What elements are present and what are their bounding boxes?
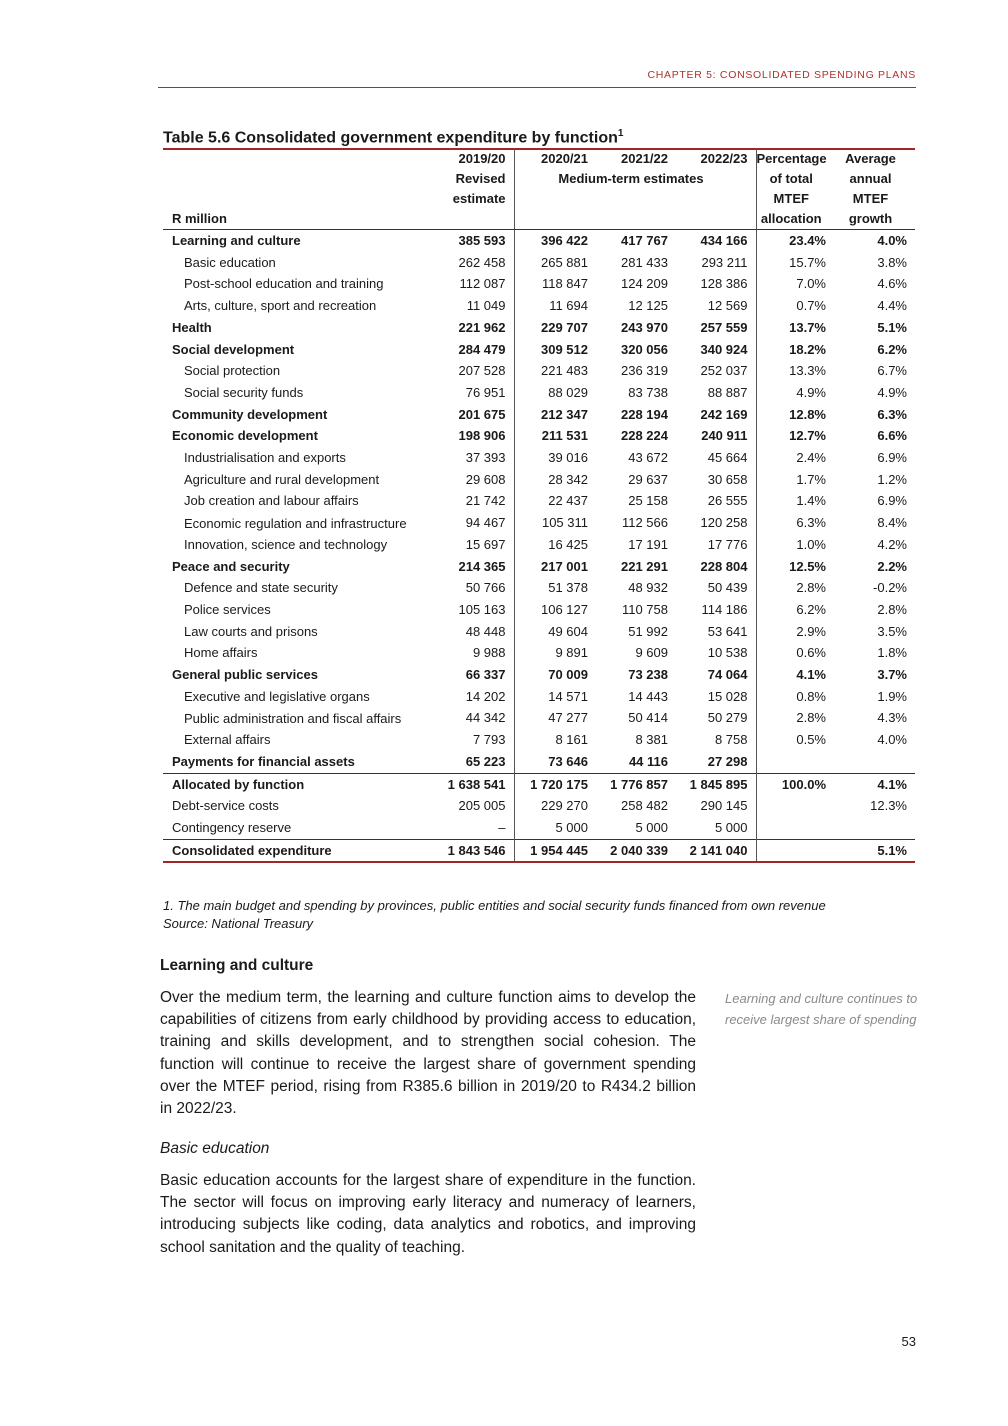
table-row	[163, 599, 915, 621]
section-title: Learning and culture	[160, 957, 314, 974]
value-2022-23: 8 758	[714, 732, 748, 748]
value-avg-growth: 4.0%	[877, 233, 907, 248]
header-mtef-2: MTEF	[852, 191, 889, 206]
table-row	[163, 252, 915, 274]
table-row	[163, 642, 915, 664]
value-2021-22: 17 191	[628, 536, 668, 552]
header-2021-22: 2021/22	[621, 151, 668, 166]
value-2020-21: 11 694	[514, 295, 596, 317]
value-pct-total: 12.8%	[756, 404, 834, 426]
value-2021-22: 228 194	[621, 406, 668, 422]
value-avg-growth: 3.8%	[877, 254, 907, 270]
value-2021-22: 112 566	[621, 515, 668, 531]
value-pct-total: 2.8%	[756, 577, 834, 599]
value-2020-21: 16 425	[514, 534, 596, 556]
value-avg-growth: 1.8%	[877, 645, 907, 661]
value-2019-20: 50 766	[465, 580, 506, 596]
value-avg-growth: 2.8%	[877, 601, 907, 617]
table-row	[163, 273, 915, 295]
value-2021-22: 25 158	[628, 493, 668, 509]
table-row	[163, 556, 915, 578]
value-avg-growth: 6.9%	[877, 450, 907, 466]
value-pct-total	[756, 839, 834, 862]
row-label: Police services	[184, 601, 271, 617]
row-label: Peace and security	[172, 558, 290, 574]
value-2020-21: 39 016	[514, 447, 596, 469]
value-2022-23: 340 924	[700, 341, 748, 357]
value-2021-22: 73 238	[628, 667, 668, 683]
value-2022-23: 120 258	[700, 515, 748, 531]
header-growth: growth	[834, 209, 915, 230]
value-2022-23: 45 664	[707, 450, 748, 466]
value-2021-22: 9 609	[635, 645, 668, 661]
table-footnotes	[163, 897, 826, 933]
value-2020-21: 105 311	[514, 512, 596, 534]
value-2022-23: 12 569	[707, 298, 748, 314]
value-2022-23: 30 658	[707, 471, 748, 487]
value-avg-growth: 4.4%	[877, 298, 907, 314]
value-2022-23: 15 028	[707, 688, 748, 704]
value-avg-growth: 6.6%	[877, 428, 907, 444]
header-2019-20: 2019/20	[458, 151, 506, 166]
table-row	[163, 295, 915, 317]
row-label: Public administration and fiscal affairs	[184, 711, 402, 727]
table-row	[163, 534, 915, 556]
table-source: Source: National Treasury	[163, 916, 314, 931]
value-avg-growth: 1.2%	[877, 471, 907, 487]
value-pct-total: 4.9%	[756, 382, 834, 404]
row-label: Economic regulation and infrastructure	[184, 516, 407, 532]
value-2019-20: 262 458	[458, 254, 506, 270]
table-row	[163, 664, 915, 686]
table-row	[163, 577, 915, 599]
row-label: Job creation and labour affairs	[184, 493, 359, 509]
value-2019-20: 385 593	[458, 233, 506, 248]
value-2019-20: 1 843 546	[431, 839, 514, 862]
table-row	[163, 621, 915, 643]
value-avg-growth: -0.2%	[873, 580, 907, 596]
value-2020-21: 9 891	[514, 642, 596, 664]
value-avg-growth	[834, 751, 915, 773]
value-2022-23: 434 166	[700, 233, 748, 248]
value-2020-21: 47 277	[514, 707, 596, 729]
value-pct-total: 2.8%	[756, 707, 834, 729]
value-avg-growth: 4.0%	[877, 732, 907, 748]
value-avg-growth: 3.7%	[877, 667, 907, 683]
table-row	[163, 512, 915, 534]
value-2022-23: 27 298	[707, 753, 748, 769]
value-avg-growth: 2.2%	[877, 558, 907, 574]
value-2022-23: 26 555	[707, 493, 748, 509]
header-2022-23: 2022/23	[700, 151, 748, 166]
value-2021-22: 417 767	[621, 233, 668, 248]
value-2019-20: 7 793	[472, 732, 506, 748]
header-mtef: MTEF	[756, 189, 834, 209]
value-2021-22: 320 056	[621, 341, 668, 357]
value-2019-20: 105 163	[458, 601, 506, 617]
value-2021-22: 281 433	[621, 254, 668, 270]
row-label: Economic development	[172, 428, 318, 444]
table-row	[163, 839, 915, 862]
value-2019-20: 214 365	[458, 558, 506, 574]
row-label: Law courts and prisons	[184, 623, 318, 639]
value-2021-22: 221 291	[621, 558, 668, 574]
value-avg-growth: 6.3%	[877, 406, 907, 422]
value-2022-23: 50 439	[707, 580, 748, 596]
value-2021-22: 228 224	[621, 428, 668, 444]
value-pct-total: 13.3%	[756, 360, 834, 382]
value-2020-21: 70 009	[514, 664, 596, 686]
row-label: Community development	[172, 406, 328, 422]
table-title-footnote-mark: 1	[617, 128, 624, 139]
table-row	[163, 795, 915, 817]
value-pct-total: 1.0%	[756, 534, 834, 556]
value-pct-total: 2.9%	[756, 621, 834, 643]
value-2022-23: 17 776	[707, 536, 748, 552]
row-label: Learning and culture	[172, 233, 301, 248]
value-2021-22: 29 637	[628, 471, 668, 487]
page-number: 53	[901, 1334, 916, 1349]
value-2021-22: 14 443	[628, 688, 668, 704]
table-row	[163, 447, 915, 469]
value-2022-23: 293 211	[701, 254, 748, 270]
value-avg-growth: 12.3%	[870, 798, 907, 814]
table-row	[163, 707, 915, 729]
value-avg-growth: 6.9%	[877, 493, 907, 509]
value-2019-20: 14 202	[465, 688, 506, 704]
value-2020-21: 22 437	[514, 490, 596, 512]
value-avg-growth: 4.2%	[877, 536, 907, 552]
value-pct-total: 4.1%	[756, 664, 834, 686]
subsection-paragraph: Basic education accounts for the largest share of expenditure in the function. The sector will focus on improving early literacy and numeracy of learners, introducing subjects like coding, data analytics and robotics, and improving school sanitation and the quality of teaching.	[160, 1172, 696, 1256]
value-2019-20: 15 697	[465, 536, 506, 552]
table-row	[163, 404, 915, 426]
header-of-total: of total	[756, 169, 834, 189]
value-pct-total: 1.7%	[756, 469, 834, 491]
value-2021-22: 48 932	[628, 580, 668, 596]
value-2020-21: 211 531	[514, 425, 596, 447]
value-2022-23: 252 037	[700, 363, 748, 379]
value-2021-22: 243 970	[621, 319, 668, 335]
row-label: Debt-service costs	[172, 798, 279, 814]
value-2019-20: 65 223	[465, 753, 506, 769]
header-average: Average	[845, 151, 896, 166]
value-2020-21: 8 161	[514, 729, 596, 751]
value-2022-23: 2 141 040	[676, 839, 756, 862]
value-2020-21: 73 646	[514, 751, 596, 773]
table-row	[163, 360, 915, 382]
value-2022-23: 10 538	[707, 645, 748, 661]
value-pct-total: 0.5%	[756, 729, 834, 751]
header-percentage: Percentage	[756, 149, 834, 169]
row-label: Social security funds	[184, 384, 304, 400]
value-2019-20: 29 608	[465, 471, 506, 487]
value-2020-21: 106 127	[514, 599, 596, 621]
row-label: Innovation, science and technology	[184, 536, 388, 552]
header-medium-term-estimates: Medium-term estimates	[514, 169, 756, 189]
value-avg-growth: 3.5%	[877, 623, 907, 639]
value-2020-21: 229 270	[514, 795, 596, 817]
value-pct-total: 6.3%	[756, 512, 834, 534]
table-header-row-1	[163, 149, 915, 169]
value-2022-23: 128 386	[700, 276, 748, 292]
chapter-header: CHAPTER 5: CONSOLIDATED SPENDING PLANS	[647, 69, 916, 81]
value-pct-total	[756, 795, 834, 817]
value-2021-22: 110 758	[621, 601, 668, 617]
value-2021-22: 44 116	[628, 753, 668, 769]
value-pct-total	[756, 817, 834, 839]
margin-note: Learning and culture continues to receive largest share of spending	[725, 991, 918, 1027]
value-2019-20: 205 005	[458, 798, 506, 814]
row-label: Industrialisation and exports	[184, 450, 346, 466]
value-2019-20: 21 742	[465, 493, 506, 509]
value-pct-total: 0.8%	[756, 686, 834, 708]
table-row	[163, 817, 915, 839]
value-2022-23: 242 169	[700, 406, 748, 422]
row-label: Home affairs	[184, 645, 258, 661]
row-label: Payments for financial assets	[172, 753, 355, 769]
value-2020-21: 229 707	[514, 317, 596, 339]
expenditure-table-container	[163, 149, 915, 863]
row-label: Arts, culture, sport and recreation	[184, 298, 377, 314]
value-2019-20: 9 988	[472, 645, 506, 661]
table-header-row-2	[163, 169, 915, 189]
value-pct-total: 12.5%	[756, 556, 834, 578]
row-label: Basic education	[184, 254, 276, 270]
value-avg-growth: 1.9%	[877, 688, 907, 704]
value-avg-growth: 6.7%	[877, 363, 907, 379]
value-2021-22: 43 672	[628, 450, 668, 466]
table-row	[163, 773, 915, 795]
table-row	[163, 339, 915, 361]
value-2022-23: 88 887	[707, 384, 748, 400]
value-2019-20: 198 906	[458, 428, 506, 444]
value-2022-23: 74 064	[707, 667, 748, 683]
value-2022-23: 240 911	[701, 428, 748, 444]
value-pct-total: 2.4%	[756, 447, 834, 469]
table-row	[163, 751, 915, 773]
value-avg-growth: 5.1%	[877, 319, 907, 335]
row-label: Allocated by function	[163, 773, 431, 795]
value-pct-total: 13.7%	[756, 317, 834, 339]
value-2021-22: 83 738	[628, 384, 668, 400]
value-pct-total	[756, 751, 834, 773]
value-pct-total: 23.4%	[756, 230, 834, 252]
row-label: Social protection	[184, 363, 281, 379]
row-label: Health	[172, 319, 212, 335]
value-pct-total: 6.2%	[756, 599, 834, 621]
value-pct-total: 15.7%	[756, 252, 834, 274]
table-row	[163, 686, 915, 708]
value-avg-growth	[834, 817, 915, 839]
value-2019-20: –	[498, 819, 506, 835]
value-2021-22: 50 414	[628, 710, 668, 726]
value-2020-21: 221 483	[514, 360, 596, 382]
row-label: Post-school education and training	[184, 276, 384, 292]
value-2021-22: 236 319	[621, 363, 668, 379]
value-2019-20: 112 087	[459, 276, 506, 292]
value-2020-21: 265 881	[514, 252, 596, 274]
header-annual: annual	[849, 171, 892, 186]
value-2020-21: 1 720 175	[514, 773, 596, 795]
expenditure-table	[163, 149, 915, 863]
value-2020-21: 396 422	[514, 230, 596, 252]
value-avg-growth: 6.2%	[877, 341, 907, 357]
value-2021-22: 8 381	[635, 732, 668, 748]
value-2020-21: 51 378	[514, 577, 596, 599]
header-estimate: estimate	[452, 191, 506, 206]
value-pct-total: 18.2%	[756, 339, 834, 361]
table-header-row-4	[163, 209, 915, 230]
row-label: Consolidated expenditure	[163, 839, 431, 862]
value-avg-growth: 4.3%	[877, 710, 907, 726]
table-title	[163, 128, 623, 147]
value-2022-23: 53 641	[707, 623, 748, 639]
row-label: Social development	[172, 341, 295, 357]
row-label: Executive and legislative organs	[184, 688, 370, 704]
value-2020-21: 14 571	[514, 686, 596, 708]
row-label: General public services	[172, 667, 318, 683]
value-2021-22: 5 000	[635, 819, 668, 835]
value-2020-21: 5 000	[514, 817, 596, 839]
value-pct-total: 1.4%	[756, 490, 834, 512]
header-2020-21: 2020/21	[514, 149, 596, 169]
value-2021-22: 124 209	[621, 276, 668, 292]
value-avg-growth: 4.1%	[834, 773, 915, 795]
value-2019-20: 76 951	[465, 384, 506, 400]
value-pct-total: 100.0%	[756, 773, 834, 795]
value-pct-total: 7.0%	[756, 273, 834, 295]
value-2021-22: 2 040 339	[596, 839, 676, 862]
row-label: External affairs	[184, 732, 271, 748]
row-label: Contingency reserve	[172, 819, 292, 835]
section-paragraph: Over the medium term, the learning and culture function aims to develop the capabilities of citizens from early childhood by providing access to education, training and skills development, and to strengthen social cohesion. The function will continue to receive the largest share of government spending over the MTEF period, rising from R385.6 billion in 2019/20 to R434.2 billion in 2022/23.	[160, 989, 696, 1118]
value-2022-23: 290 145	[700, 798, 748, 814]
value-2019-20: 48 448	[465, 623, 506, 639]
value-2020-21: 212 347	[514, 404, 596, 426]
table-row	[163, 729, 915, 751]
table-row	[163, 382, 915, 404]
value-2022-23: 50 279	[707, 710, 748, 726]
value-pct-total: 12.7%	[756, 425, 834, 447]
value-2022-23: 1 845 895	[676, 773, 756, 795]
table-body	[163, 230, 915, 863]
value-2022-23: 5 000	[714, 819, 748, 835]
value-2019-20: 201 675	[458, 406, 506, 422]
header-revised: Revised	[455, 171, 506, 186]
value-pct-total: 0.7%	[756, 295, 834, 317]
value-2020-21: 1 954 445	[514, 839, 596, 862]
value-2020-21: 217 001	[514, 556, 596, 578]
value-2019-20: 11 049	[466, 298, 506, 314]
value-2019-20: 1 638 541	[431, 773, 514, 795]
table-footnote: 1. The main budget and spending by provinces, public entities and social security funds financed from own revenue	[163, 898, 826, 913]
table-row	[163, 317, 915, 339]
value-2021-22: 12 125	[628, 298, 668, 314]
header-rule	[158, 87, 916, 88]
value-2020-21: 118 847	[514, 273, 596, 295]
value-2019-20: 284 479	[458, 341, 506, 357]
value-2022-23: 114 186	[701, 601, 748, 617]
table-header-row-3	[163, 189, 915, 209]
value-avg-growth: 4.6%	[877, 276, 907, 292]
value-2019-20: 66 337	[465, 667, 506, 683]
value-avg-growth: 8.4%	[877, 515, 907, 531]
value-pct-total: 0.6%	[756, 642, 834, 664]
table-row	[163, 425, 915, 447]
table-row	[163, 230, 915, 252]
value-2019-20: 207 528	[458, 363, 506, 379]
table-title-text: Table 5.6 Consolidated government expenditure by function	[163, 129, 618, 147]
value-2019-20: 94 467	[465, 515, 506, 531]
header-allocation: allocation	[756, 209, 834, 230]
table-row	[163, 490, 915, 512]
value-2019-20: 221 962	[458, 319, 506, 335]
value-2022-23: 228 804	[700, 558, 748, 574]
subsection-title: Basic education	[160, 1140, 270, 1157]
value-2022-23: 257 559	[700, 319, 748, 335]
header-r-million: R million	[163, 209, 431, 230]
value-2021-22: 258 482	[621, 798, 668, 814]
value-2020-21: 49 604	[514, 621, 596, 643]
row-label: Agriculture and rural development	[184, 471, 380, 487]
value-2020-21: 88 029	[514, 382, 596, 404]
row-label: Defence and state security	[184, 580, 338, 596]
value-2020-21: 28 342	[514, 469, 596, 491]
value-2019-20: 37 393	[465, 450, 506, 466]
value-avg-growth: 4.9%	[877, 384, 907, 400]
value-avg-growth: 5.1%	[834, 839, 915, 862]
value-2021-22: 51 992	[628, 623, 668, 639]
value-2020-21: 309 512	[514, 339, 596, 361]
value-2021-22: 1 776 857	[596, 773, 676, 795]
value-2019-20: 44 342	[465, 710, 506, 726]
table-row	[163, 469, 915, 491]
